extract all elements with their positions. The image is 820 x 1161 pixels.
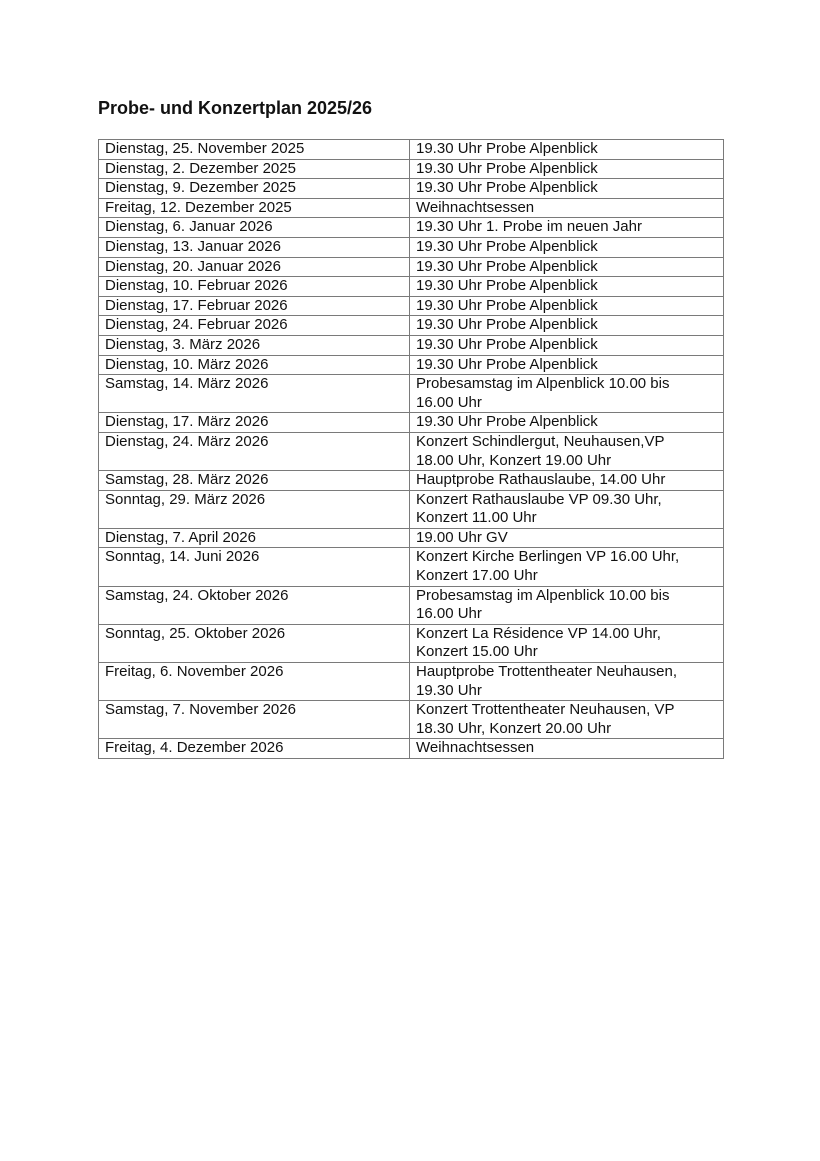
event-cell	[410, 739, 724, 759]
date-text: Dienstag, 6. Januar 2026	[105, 218, 273, 236]
event-line: 16.00 Uhr	[416, 605, 482, 623]
event-line: Konzert Trottentheater Neuhausen, VP	[416, 701, 675, 719]
event-line: 19.30 Uhr Probe Alpenblick	[416, 237, 598, 255]
date-text: Sonntag, 29. März 2026	[105, 490, 266, 508]
table-row	[99, 140, 724, 160]
table-row	[99, 624, 724, 662]
event-cell	[410, 624, 724, 662]
date-cell	[99, 237, 410, 257]
date-text: Dienstag, 24. Februar 2026	[105, 316, 288, 334]
date-cell	[99, 179, 410, 199]
table-row	[99, 413, 724, 433]
date-cell	[99, 375, 410, 413]
event-line: 18.00 Uhr, Konzert 19.00 Uhr	[416, 451, 612, 469]
event-cell	[410, 237, 724, 257]
event-cell	[410, 316, 724, 336]
date-text: Dienstag, 25. November 2025	[105, 140, 305, 157]
table-row	[99, 159, 724, 179]
date-text: Dienstag, 10. Februar 2026	[105, 277, 288, 295]
table-row	[99, 739, 724, 759]
event-line: 19.30 Uhr	[416, 681, 482, 699]
event-line: Weihnachtsessen	[416, 198, 535, 216]
date-text: Dienstag, 3. März 2026	[105, 335, 261, 353]
date-text: Dienstag, 13. Januar 2026	[105, 237, 281, 255]
page-title: Probe- und Konzertplan 2025/26	[98, 98, 373, 118]
date-text: Dienstag, 9. Dezember 2025	[105, 179, 296, 197]
event-line: Konzert Rathauslaube VP 09.30 Uhr,	[416, 490, 662, 508]
event-cell	[410, 296, 724, 316]
table-row	[99, 586, 724, 624]
table-row	[99, 355, 724, 375]
table-row	[99, 218, 724, 238]
table-row	[99, 237, 724, 257]
event-line: 16.00 Uhr	[416, 393, 482, 411]
date-cell	[99, 198, 410, 218]
event-line: Konzert 15.00 Uhr	[416, 643, 538, 661]
event-cell	[410, 701, 724, 739]
date-cell	[99, 624, 410, 662]
date-text: Samstag, 7. November 2026	[105, 701, 296, 719]
table-row	[99, 548, 724, 586]
event-line: Konzert Kirche Berlingen VP 16.00 Uhr,	[416, 548, 680, 566]
table-row	[99, 701, 724, 739]
date-text: Sonntag, 25. Oktober 2026	[105, 624, 286, 642]
event-cell	[410, 490, 724, 528]
event-line: 19.30 Uhr Probe Alpenblick	[416, 355, 598, 373]
event-line: 19.30 Uhr Probe Alpenblick	[416, 159, 598, 177]
date-text: Sonntag, 14. Juni 2026	[105, 548, 260, 566]
date-text: Dienstag, 17. Februar 2026	[105, 296, 288, 314]
event-cell	[410, 355, 724, 375]
event-cell	[410, 375, 724, 413]
date-cell	[99, 432, 410, 470]
event-cell	[410, 140, 724, 160]
date-text: Samstag, 24. Oktober 2026	[105, 586, 289, 604]
table-row	[99, 277, 724, 297]
event-line: 19.30 Uhr Probe Alpenblick	[416, 140, 598, 157]
event-line: 19.30 Uhr Probe Alpenblick	[416, 316, 598, 334]
event-cell	[410, 335, 724, 355]
date-text: Dienstag, 7. April 2026	[105, 528, 256, 546]
event-line: Konzert La Résidence VP 14.00 Uhr,	[416, 624, 661, 642]
date-cell	[99, 413, 410, 433]
event-line: Hauptprobe Trottentheater Neuhausen,	[416, 663, 678, 681]
table-row	[99, 198, 724, 218]
date-text: Dienstag, 10. März 2026	[105, 355, 269, 373]
event-cell	[410, 432, 724, 470]
date-cell	[99, 490, 410, 528]
event-cell	[410, 663, 724, 701]
date-text: Freitag, 6. November 2026	[105, 663, 284, 681]
schedule-table-body	[99, 140, 724, 759]
date-cell	[99, 471, 410, 491]
table-row	[99, 179, 724, 199]
table-row	[99, 528, 724, 548]
date-cell	[99, 140, 410, 160]
event-cell	[410, 257, 724, 277]
event-line: 19.30 Uhr Probe Alpenblick	[416, 413, 598, 431]
date-cell	[99, 355, 410, 375]
date-cell	[99, 528, 410, 548]
date-text: Samstag, 14. März 2026	[105, 375, 269, 393]
event-line: Hauptprobe Rathauslaube, 14.00 Uhr	[416, 471, 666, 489]
table-row	[99, 335, 724, 355]
event-line: 19.30 Uhr Probe Alpenblick	[416, 179, 598, 197]
date-text: Dienstag, 17. März 2026	[105, 413, 269, 431]
date-text: Dienstag, 20. Januar 2026	[105, 257, 281, 275]
date-cell	[99, 296, 410, 316]
date-cell	[99, 257, 410, 277]
date-text: Dienstag, 24. März 2026	[105, 432, 269, 450]
event-line: Konzert 11.00 Uhr	[416, 509, 537, 527]
event-line: Probesamstag im Alpenblick 10.00 bis	[416, 586, 670, 604]
date-cell	[99, 701, 410, 739]
date-cell	[99, 277, 410, 297]
event-cell	[410, 277, 724, 297]
table-row	[99, 316, 724, 336]
event-line: Konzert Schindlergut, Neuhausen,VP	[416, 432, 665, 450]
table-row	[99, 490, 724, 528]
event-line: Probesamstag im Alpenblick 10.00 bis	[416, 375, 670, 393]
event-cell	[410, 413, 724, 433]
event-line: 19.30 Uhr Probe Alpenblick	[416, 277, 598, 295]
event-line: 19.30 Uhr Probe Alpenblick	[416, 296, 598, 314]
event-line: 19.30 Uhr Probe Alpenblick	[416, 335, 598, 353]
event-cell	[410, 179, 724, 199]
table-row	[99, 296, 724, 316]
schedule-table	[98, 139, 724, 759]
date-cell	[99, 663, 410, 701]
date-cell	[99, 739, 410, 759]
event-cell	[410, 218, 724, 238]
event-line: Weihnachtsessen	[416, 739, 535, 757]
date-cell	[99, 586, 410, 624]
date-text: Freitag, 12. Dezember 2025	[105, 198, 292, 216]
event-line: 19.30 Uhr Probe Alpenblick	[416, 257, 598, 275]
event-line: 18.30 Uhr, Konzert 20.00 Uhr	[416, 719, 612, 737]
event-cell	[410, 586, 724, 624]
event-cell	[410, 159, 724, 179]
event-line: Konzert 17.00 Uhr	[416, 567, 538, 585]
date-text: Freitag, 4. Dezember 2026	[105, 739, 284, 757]
event-line: 19.30 Uhr 1. Probe im neuen Jahr	[416, 218, 642, 236]
table-row	[99, 471, 724, 491]
date-text: Dienstag, 2. Dezember 2025	[105, 159, 296, 177]
event-cell	[410, 198, 724, 218]
table-row	[99, 663, 724, 701]
date-cell	[99, 218, 410, 238]
table-row	[99, 432, 724, 470]
date-cell	[99, 335, 410, 355]
event-cell	[410, 548, 724, 586]
date-cell	[99, 548, 410, 586]
date-text: Samstag, 28. März 2026	[105, 471, 269, 489]
table-row	[99, 257, 724, 277]
date-cell	[99, 159, 410, 179]
event-cell	[410, 471, 724, 491]
event-line: 19.00 Uhr GV	[416, 528, 508, 546]
event-cell	[410, 528, 724, 548]
date-cell	[99, 316, 410, 336]
table-row	[99, 375, 724, 413]
